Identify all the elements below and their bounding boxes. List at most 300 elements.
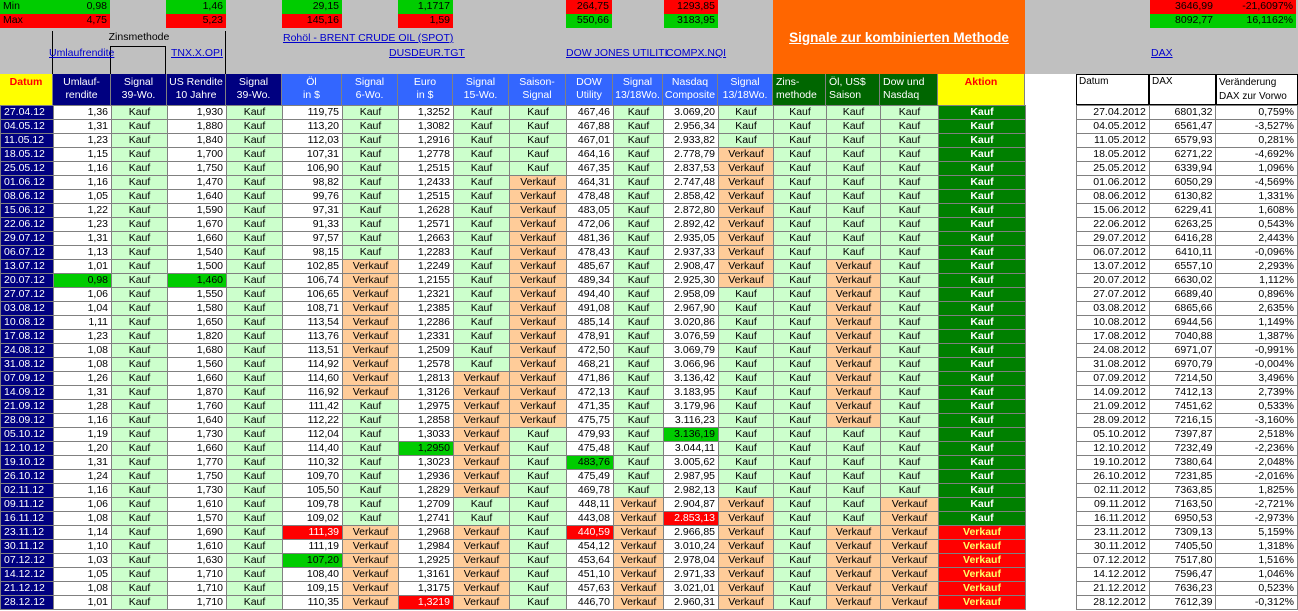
signal-cell[interactable]: Verkauf (827, 596, 881, 610)
signal-cell[interactable]: Kauf (614, 190, 664, 204)
aktion-cell[interactable]: Verkauf (939, 596, 1026, 610)
value-cell[interactable]: 1,15 (54, 148, 112, 162)
signal-cell[interactable]: Verkauf (881, 596, 939, 610)
value-cell[interactable]: 97,31 (283, 204, 343, 218)
value-cell[interactable]: 464,16 (567, 148, 614, 162)
min-dax-pct[interactable]: -21,6097% (1216, 0, 1296, 14)
value-cell[interactable]: 1,700 (168, 148, 227, 162)
value-cell[interactable]: 1,2663 (399, 232, 454, 246)
value-cell[interactable]: 448,11 (567, 498, 614, 512)
signal-cell[interactable]: Kauf (614, 204, 664, 218)
signal-cell[interactable]: Kauf (774, 512, 827, 526)
signal-cell[interactable]: Verkauf (454, 414, 510, 428)
signal-cell[interactable]: Kauf (227, 288, 283, 302)
signal-cell[interactable]: Kauf (614, 372, 664, 386)
dax-value[interactable]: 6410,11 (1149, 246, 1216, 260)
signal-cell[interactable]: Kauf (510, 470, 567, 484)
aktion-cell[interactable]: Kauf (939, 120, 1026, 134)
value-cell[interactable]: 1,08 (54, 512, 112, 526)
aktion-cell[interactable]: Kauf (939, 134, 1026, 148)
signal-cell[interactable]: Kauf (227, 148, 283, 162)
signal-cell[interactable]: Kauf (112, 246, 168, 260)
signal-cell[interactable]: Verkauf (510, 400, 567, 414)
signal-cell[interactable]: Kauf (227, 456, 283, 470)
value-cell[interactable]: 475,48 (567, 442, 614, 456)
value-cell[interactable]: 3.021,01 (664, 582, 719, 596)
signal-cell[interactable]: Kauf (112, 484, 168, 498)
value-cell[interactable]: 1,08 (54, 358, 112, 372)
signal-cell[interactable]: Kauf (719, 120, 774, 134)
dax-date[interactable]: 11.05.2012 (1077, 134, 1150, 148)
signal-cell[interactable]: Kauf (827, 148, 881, 162)
row-date[interactable]: 18.05.12 (1, 148, 54, 162)
value-cell[interactable]: 478,91 (567, 330, 614, 344)
dax-value[interactable]: 6689,40 (1149, 288, 1216, 302)
dax-change[interactable]: 2,739% (1216, 386, 1298, 400)
row-date[interactable]: 14.12.12 (1, 568, 54, 582)
signal-cell[interactable]: Verkauf (510, 260, 567, 274)
value-cell[interactable]: 469,78 (567, 484, 614, 498)
signal-cell[interactable]: Kauf (227, 260, 283, 274)
signal-cell[interactable]: Kauf (881, 148, 939, 162)
row-date[interactable]: 19.10.12 (1, 456, 54, 470)
value-cell[interactable]: 1,06 (54, 288, 112, 302)
row-date[interactable]: 17.08.12 (1, 330, 54, 344)
signal-cell[interactable]: Kauf (112, 176, 168, 190)
value-cell[interactable]: 3.010,24 (664, 540, 719, 554)
value-cell[interactable]: 1,2433 (399, 176, 454, 190)
signal-cell[interactable]: Kauf (343, 162, 399, 176)
value-cell[interactable]: 3.069,79 (664, 344, 719, 358)
signal-cell[interactable]: Kauf (719, 330, 774, 344)
signal-cell[interactable]: Kauf (454, 134, 510, 148)
signal-cell[interactable]: Kauf (719, 288, 774, 302)
signal-cell[interactable]: Kauf (112, 162, 168, 176)
signal-cell[interactable]: Kauf (614, 344, 664, 358)
usdeur-link[interactable]: DUSDEUR.TGT (389, 47, 465, 59)
signal-cell[interactable]: Kauf (614, 218, 664, 232)
dax-change[interactable]: -0,096% (1216, 246, 1298, 260)
dax-change[interactable]: -3,160% (1216, 414, 1298, 428)
value-cell[interactable]: 114,60 (283, 372, 343, 386)
signal-cell[interactable]: Verkauf (454, 540, 510, 554)
min-dax[interactable]: 3646,99 (1150, 0, 1216, 14)
signal-cell[interactable]: Verkauf (827, 344, 881, 358)
signal-cell[interactable]: Kauf (774, 246, 827, 260)
row-date[interactable]: 22.06.12 (1, 218, 54, 232)
dax-date[interactable]: 28.09.2012 (1077, 414, 1150, 428)
signal-cell[interactable]: Kauf (827, 246, 881, 260)
aktion-cell[interactable]: Kauf (939, 372, 1026, 386)
dax-value[interactable]: 7636,23 (1149, 582, 1216, 596)
dax-date[interactable]: 14.12.2012 (1077, 568, 1150, 582)
aktion-cell[interactable]: Kauf (939, 484, 1026, 498)
value-cell[interactable]: 1,580 (168, 302, 227, 316)
signal-cell[interactable]: Kauf (774, 442, 827, 456)
value-cell[interactable]: 2.892,42 (664, 218, 719, 232)
signal-cell[interactable]: Kauf (774, 526, 827, 540)
value-cell[interactable]: 468,21 (567, 358, 614, 372)
dax-change[interactable]: 1,825% (1216, 484, 1298, 498)
header-saison[interactable]: Saison- Signal (509, 74, 566, 105)
value-cell[interactable]: 1,2515 (399, 162, 454, 176)
signal-cell[interactable]: Kauf (227, 484, 283, 498)
value-cell[interactable]: 2.987,95 (664, 470, 719, 484)
max-euro[interactable]: 1,59 (398, 14, 453, 28)
signal-cell[interactable]: Kauf (827, 204, 881, 218)
signal-cell[interactable]: Kauf (227, 302, 283, 316)
aktion-cell[interactable]: Kauf (939, 344, 1026, 358)
signal-cell[interactable]: Verkauf (454, 470, 510, 484)
signal-cell[interactable]: Kauf (881, 260, 939, 274)
dax-change[interactable]: 1,096% (1216, 162, 1298, 176)
signal-cell[interactable]: Kauf (774, 148, 827, 162)
signal-cell[interactable]: Verkauf (454, 526, 510, 540)
value-cell[interactable]: 2.982,13 (664, 484, 719, 498)
dax-date[interactable]: 05.10.2012 (1077, 428, 1150, 442)
signal-cell[interactable]: Verkauf (510, 330, 567, 344)
row-date[interactable]: 28.09.12 (1, 414, 54, 428)
value-cell[interactable]: 1,2829 (399, 484, 454, 498)
signal-cell[interactable]: Kauf (227, 526, 283, 540)
signal-cell[interactable]: Kauf (719, 106, 774, 120)
signal-cell[interactable]: Kauf (774, 120, 827, 134)
dax-value[interactable]: 6339,94 (1149, 162, 1216, 176)
value-cell[interactable]: 2.904,87 (664, 498, 719, 512)
signal-cell[interactable]: Kauf (881, 330, 939, 344)
header-dow[interactable]: DOW Utility (566, 74, 613, 105)
signal-cell[interactable]: Verkauf (881, 498, 939, 512)
signal-cell[interactable]: Kauf (227, 400, 283, 414)
signal-cell[interactable]: Kauf (614, 274, 664, 288)
signal-cell[interactable]: Kauf (881, 176, 939, 190)
signal-cell[interactable]: Kauf (774, 358, 827, 372)
signal-cell[interactable]: Kauf (227, 246, 283, 260)
signal-cell[interactable]: Verkauf (827, 568, 881, 582)
signal-cell[interactable]: Kauf (227, 540, 283, 554)
signal-cell[interactable]: Kauf (881, 400, 939, 414)
signal-cell[interactable]: Kauf (227, 204, 283, 218)
dax-date[interactable]: 08.06.2012 (1077, 190, 1150, 204)
signal-cell[interactable]: Kauf (112, 526, 168, 540)
signal-cell[interactable]: Kauf (881, 316, 939, 330)
signal-cell[interactable]: Kauf (774, 344, 827, 358)
max-nasdaq[interactable]: 3183,95 (664, 14, 718, 28)
dax-value[interactable]: 6970,79 (1149, 358, 1216, 372)
header-signal-39b[interactable]: Signal 39-Wo. (226, 74, 282, 105)
signal-cell[interactable]: Verkauf (827, 302, 881, 316)
signal-cell[interactable]: Verkauf (510, 414, 567, 428)
min-nasdaq[interactable]: 1293,85 (664, 0, 718, 14)
dax-change[interactable]: 0,896% (1216, 288, 1298, 302)
dax-value[interactable]: 7363,85 (1149, 484, 1216, 498)
signal-cell[interactable]: Kauf (881, 218, 939, 232)
signal-cell[interactable]: Kauf (614, 386, 664, 400)
signal-cell[interactable]: Kauf (454, 176, 510, 190)
signal-cell[interactable]: Kauf (343, 484, 399, 498)
signal-cell[interactable]: Verkauf (510, 358, 567, 372)
dax-change[interactable]: 2,635% (1216, 302, 1298, 316)
signal-cell[interactable]: Kauf (827, 428, 881, 442)
signal-cell[interactable]: Kauf (454, 498, 510, 512)
signal-cell[interactable]: Kauf (227, 414, 283, 428)
signal-cell[interactable]: Kauf (774, 568, 827, 582)
aktion-cell[interactable]: Kauf (939, 190, 1026, 204)
value-cell[interactable]: 106,65 (283, 288, 343, 302)
signal-cell[interactable]: Kauf (827, 162, 881, 176)
max-oel[interactable]: 145,16 (282, 14, 342, 28)
signal-cell[interactable]: Kauf (881, 456, 939, 470)
signal-cell[interactable]: Kauf (454, 120, 510, 134)
signal-cell[interactable]: Kauf (227, 442, 283, 456)
value-cell[interactable]: 464,31 (567, 176, 614, 190)
aktion-cell[interactable]: Kauf (939, 246, 1026, 260)
signal-cell[interactable]: Kauf (719, 456, 774, 470)
value-cell[interactable]: 2.778,79 (664, 148, 719, 162)
signal-cell[interactable]: Kauf (774, 456, 827, 470)
signal-cell[interactable]: Kauf (112, 134, 168, 148)
value-cell[interactable]: 2.966,85 (664, 526, 719, 540)
signal-cell[interactable]: Kauf (112, 386, 168, 400)
signal-cell[interactable]: Kauf (343, 246, 399, 260)
value-cell[interactable]: 114,92 (283, 358, 343, 372)
value-cell[interactable]: 1,500 (168, 260, 227, 274)
min-umlauf[interactable]: 0,98 (52, 0, 110, 14)
value-cell[interactable]: 119,75 (283, 106, 343, 120)
value-cell[interactable]: 1,650 (168, 316, 227, 330)
dow-link[interactable]: DOW JONES UTILITI (566, 47, 668, 59)
row-date[interactable]: 06.07.12 (1, 246, 54, 260)
value-cell[interactable]: 1,11 (54, 316, 112, 330)
value-cell[interactable]: 1,2925 (399, 554, 454, 568)
signal-cell[interactable]: Verkauf (343, 344, 399, 358)
signal-cell[interactable]: Kauf (827, 120, 881, 134)
max-dow[interactable]: 550,66 (566, 14, 612, 28)
signal-cell[interactable]: Verkauf (827, 386, 881, 400)
value-cell[interactable]: 1,2858 (399, 414, 454, 428)
signal-cell[interactable]: Verkauf (454, 386, 510, 400)
signal-cell[interactable]: Kauf (614, 400, 664, 414)
value-cell[interactable]: 451,10 (567, 568, 614, 582)
row-date[interactable]: 15.06.12 (1, 204, 54, 218)
value-cell[interactable]: 1,610 (168, 540, 227, 554)
aktion-cell[interactable]: Kauf (939, 442, 1026, 456)
signal-cell[interactable]: Kauf (614, 316, 664, 330)
value-cell[interactable]: 1,24 (54, 470, 112, 484)
signal-cell[interactable]: Kauf (881, 386, 939, 400)
signal-cell[interactable]: Kauf (343, 428, 399, 442)
value-cell[interactable]: 1,2975 (399, 400, 454, 414)
header-zinsmethode[interactable]: Zins- methode (773, 74, 826, 105)
signal-cell[interactable]: Kauf (774, 218, 827, 232)
value-cell[interactable]: 2.853,13 (664, 512, 719, 526)
signal-cell[interactable]: Kauf (614, 246, 664, 260)
signal-cell[interactable]: Verkauf (614, 540, 664, 554)
value-cell[interactable]: 3.183,95 (664, 386, 719, 400)
dax-date[interactable]: 27.07.2012 (1077, 288, 1150, 302)
value-cell[interactable]: 1,460 (168, 274, 227, 288)
value-cell[interactable]: 98,15 (283, 246, 343, 260)
value-cell[interactable]: 108,40 (283, 568, 343, 582)
value-cell[interactable]: 1,2950 (399, 442, 454, 456)
signal-cell[interactable]: Kauf (112, 554, 168, 568)
signal-cell[interactable]: Verkauf (881, 568, 939, 582)
header-oel-us-saison[interactable]: Öl, US$ Saison (826, 74, 880, 105)
signal-cell[interactable]: Kauf (614, 442, 664, 456)
signal-cell[interactable]: Kauf (774, 176, 827, 190)
signal-cell[interactable]: Kauf (881, 162, 939, 176)
value-cell[interactable]: 1,16 (54, 176, 112, 190)
tnx-link[interactable]: TNX.X.OPI (171, 47, 223, 59)
dax-value[interactable]: 7517,80 (1149, 554, 1216, 568)
signal-cell[interactable]: Kauf (112, 498, 168, 512)
signal-cell[interactable]: Kauf (112, 106, 168, 120)
value-cell[interactable]: 1,2283 (399, 246, 454, 260)
aktion-cell[interactable]: Kauf (939, 400, 1026, 414)
signal-cell[interactable]: Kauf (719, 358, 774, 372)
value-cell[interactable]: 1,690 (168, 526, 227, 540)
dax-value[interactable]: 7231,85 (1149, 470, 1216, 484)
value-cell[interactable]: 485,67 (567, 260, 614, 274)
value-cell[interactable]: 467,88 (567, 120, 614, 134)
dax-value[interactable]: 6050,29 (1149, 176, 1216, 190)
signal-cell[interactable]: Kauf (454, 232, 510, 246)
dax-value[interactable]: 7309,13 (1149, 526, 1216, 540)
min-oel[interactable]: 29,15 (282, 0, 342, 14)
signal-cell[interactable]: Verkauf (827, 554, 881, 568)
signal-cell[interactable]: Kauf (719, 400, 774, 414)
row-date[interactable]: 30.11.12 (1, 540, 54, 554)
signal-cell[interactable]: Verkauf (827, 316, 881, 330)
dax-change[interactable]: -3,527% (1216, 120, 1298, 134)
value-cell[interactable]: 1,2249 (399, 260, 454, 274)
aktion-cell[interactable]: Kauf (939, 260, 1026, 274)
signal-cell[interactable]: Kauf (510, 106, 567, 120)
dax-value[interactable]: 7612,39 (1149, 596, 1216, 610)
value-cell[interactable]: 107,31 (283, 148, 343, 162)
value-cell[interactable]: 494,40 (567, 288, 614, 302)
min-dow[interactable]: 264,75 (566, 0, 612, 14)
signal-cell[interactable]: Kauf (510, 442, 567, 456)
dax-date[interactable]: 21.09.2012 (1077, 400, 1150, 414)
signal-cell[interactable]: Verkauf (510, 232, 567, 246)
signal-cell[interactable]: Kauf (719, 484, 774, 498)
value-cell[interactable]: 98,82 (283, 176, 343, 190)
dax-change[interactable]: -4,692% (1216, 148, 1298, 162)
signal-cell[interactable]: Kauf (881, 190, 939, 204)
dax-value[interactable]: 7405,50 (1149, 540, 1216, 554)
signal-cell[interactable]: Verkauf (719, 260, 774, 274)
aktion-cell[interactable]: Kauf (939, 498, 1026, 512)
signal-cell[interactable]: Kauf (614, 120, 664, 134)
header-aktion[interactable]: Aktion (938, 74, 1025, 105)
signal-cell[interactable]: Kauf (774, 386, 827, 400)
value-cell[interactable]: 113,51 (283, 344, 343, 358)
dax-change[interactable]: 2,443% (1216, 232, 1298, 246)
signal-cell[interactable]: Kauf (614, 260, 664, 274)
dax-value[interactable]: 6801,32 (1149, 106, 1216, 120)
dax-change[interactable]: 0,523% (1216, 582, 1298, 596)
signal-cell[interactable]: Kauf (827, 106, 881, 120)
value-cell[interactable]: 1,23 (54, 330, 112, 344)
aktion-cell[interactable]: Verkauf (939, 582, 1026, 596)
signal-cell[interactable]: Verkauf (614, 596, 664, 610)
dax-date[interactable]: 13.07.2012 (1077, 260, 1150, 274)
value-cell[interactable]: 483,76 (567, 456, 614, 470)
signal-cell[interactable]: Kauf (227, 190, 283, 204)
dax-date[interactable]: 25.05.2012 (1077, 162, 1150, 176)
signal-cell[interactable]: Verkauf (343, 330, 399, 344)
signal-cell[interactable]: Kauf (827, 218, 881, 232)
signal-cell[interactable]: Kauf (719, 442, 774, 456)
signal-cell[interactable]: Verkauf (719, 204, 774, 218)
value-cell[interactable]: 2.837,53 (664, 162, 719, 176)
value-cell[interactable]: 1,2778 (399, 148, 454, 162)
signal-cell[interactable]: Kauf (112, 316, 168, 330)
signal-cell[interactable]: Kauf (510, 512, 567, 526)
signal-cell[interactable]: Verkauf (510, 274, 567, 288)
dax-change[interactable]: -2,236% (1216, 442, 1298, 456)
aktion-cell[interactable]: Kauf (939, 204, 1026, 218)
value-cell[interactable]: 1,10 (54, 540, 112, 554)
dax-value[interactable]: 6865,66 (1149, 302, 1216, 316)
signal-cell[interactable]: Verkauf (827, 526, 881, 540)
dax-change[interactable]: -4,569% (1216, 176, 1298, 190)
signal-cell[interactable]: Verkauf (719, 582, 774, 596)
signal-cell[interactable]: Kauf (719, 470, 774, 484)
min-euro[interactable]: 1,1717 (398, 0, 453, 14)
signal-cell[interactable]: Verkauf (343, 372, 399, 386)
signal-cell[interactable]: Kauf (112, 540, 168, 554)
value-cell[interactable]: 1,840 (168, 134, 227, 148)
signal-cell[interactable]: Verkauf (719, 148, 774, 162)
signal-cell[interactable]: Verkauf (827, 358, 881, 372)
value-cell[interactable]: 475,75 (567, 414, 614, 428)
aktion-cell[interactable]: Verkauf (939, 568, 1026, 582)
row-date[interactable]: 09.11.12 (1, 498, 54, 512)
value-cell[interactable]: 1,23 (54, 134, 112, 148)
signal-cell[interactable]: Verkauf (510, 344, 567, 358)
value-cell[interactable]: 479,93 (567, 428, 614, 442)
value-cell[interactable]: 478,48 (567, 190, 614, 204)
signal-cell[interactable]: Kauf (343, 442, 399, 456)
value-cell[interactable]: 1,28 (54, 400, 112, 414)
signal-cell[interactable]: Kauf (343, 470, 399, 484)
signal-cell[interactable]: Verkauf (881, 512, 939, 526)
signal-cell[interactable]: Kauf (227, 218, 283, 232)
signal-cell[interactable]: Verkauf (343, 316, 399, 330)
dax-value[interactable]: 7214,50 (1149, 372, 1216, 386)
dax-change[interactable]: -0,312% (1216, 596, 1298, 610)
signal-cell[interactable]: Verkauf (343, 358, 399, 372)
signal-cell[interactable]: Verkauf (510, 204, 567, 218)
signal-cell[interactable]: Kauf (774, 274, 827, 288)
signal-cell[interactable]: Kauf (343, 134, 399, 148)
value-cell[interactable]: 1,710 (168, 582, 227, 596)
value-cell[interactable]: 1,750 (168, 470, 227, 484)
value-cell[interactable]: 467,01 (567, 134, 614, 148)
dax-date[interactable]: 19.10.2012 (1077, 456, 1150, 470)
signal-cell[interactable]: Kauf (719, 316, 774, 330)
value-cell[interactable]: 97,57 (283, 232, 343, 246)
signal-cell[interactable]: Kauf (112, 400, 168, 414)
signal-cell[interactable]: Verkauf (510, 218, 567, 232)
signal-cell[interactable]: Verkauf (614, 568, 664, 582)
signal-cell[interactable]: Kauf (614, 470, 664, 484)
signal-cell[interactable]: Kauf (719, 344, 774, 358)
signal-cell[interactable]: Verkauf (827, 330, 881, 344)
signal-cell[interactable]: Kauf (881, 358, 939, 372)
